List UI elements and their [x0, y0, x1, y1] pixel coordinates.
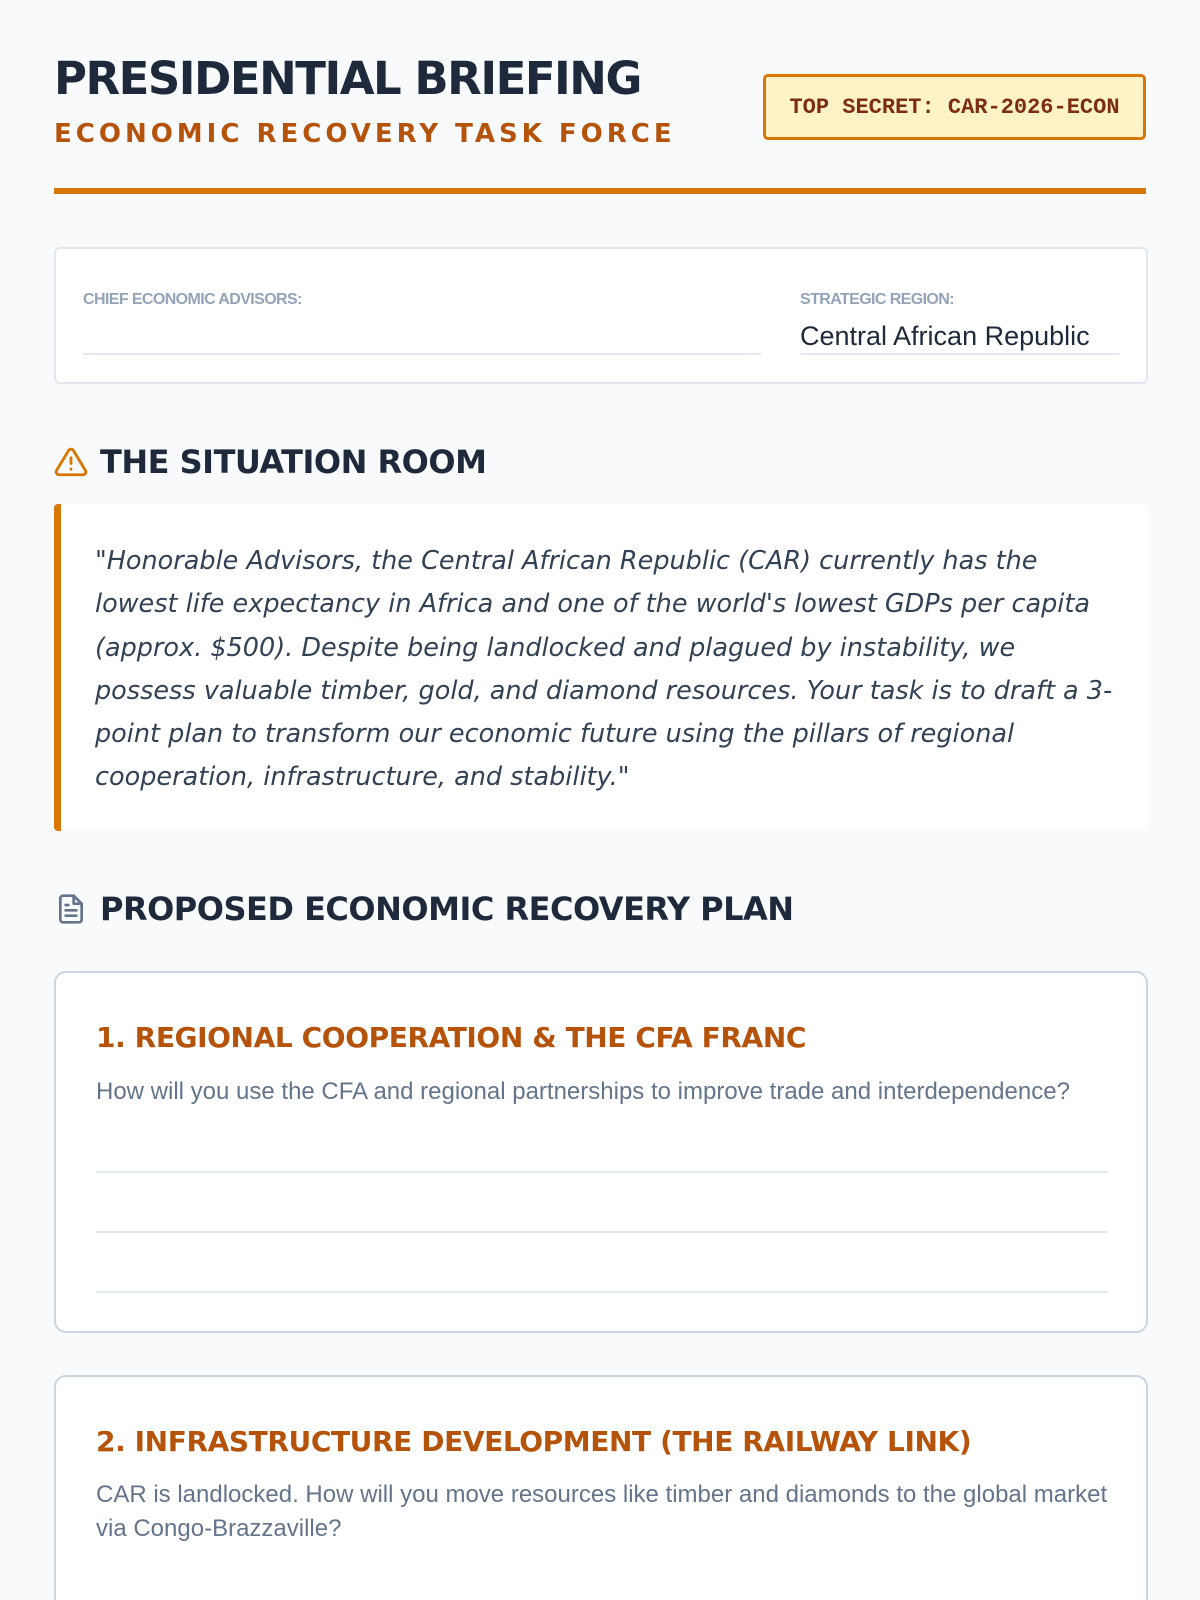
classification-badge: TOP SECRET: CAR-2026-ECON: [763, 74, 1146, 140]
page-title: PRESIDENTIAL BRIEFING: [54, 52, 641, 105]
plan-section-title: 2. INFRASTRUCTURE DEVELOPMENT (THE RAILWAY LINK): [96, 1425, 972, 1458]
plan-section-question: CAR is landlocked. How will you move resources like timber and diamonds to the global market via Congo-Brazzaville?: [96, 1481, 1108, 1542]
plan-section-question: How will you use the CFA and regional partnerships to improve trade and interdependence?: [96, 1078, 1070, 1105]
briefing-info-card: [54, 247, 1148, 384]
region-field[interactable]: Central African Republic: [800, 321, 1090, 351]
answer-line[interactable]: [96, 1231, 1108, 1233]
situation-heading: [54, 443, 486, 481]
page-subtitle: ECONOMIC RECOVERY TASK FORCE: [54, 119, 676, 149]
situation-quote: "Honorable Advisors, the Central African Republic (CAR) currently has the lowest life expectancy in Africa and one of the world's lowest GDPs per capita (approx. $500). Despite being landlocked and plagued by instability, we possess valuable timber, gold, and diamond resources. Your task is to draft a 3-point plan to transform our economic future using the pillars of regional cooperation, infrastructure, and stability.": [95, 546, 1113, 793]
situation-title: THE SITUATION ROOM: [100, 443, 487, 481]
advisors-field-underline: [83, 353, 761, 355]
advisors-label: CHIEF ECONOMIC ADVISORS:: [83, 291, 302, 308]
document-icon: [54, 892, 88, 926]
plan-section-card: [54, 971, 1148, 1333]
situation-quote-card: [54, 504, 1148, 831]
plan-section-card: [54, 1375, 1148, 1600]
answer-line[interactable]: [96, 1171, 1108, 1173]
warning-triangle-icon: [54, 445, 88, 479]
plan-section-title: 1. REGIONAL COOPERATION & THE CFA FRANC: [96, 1021, 807, 1054]
plan-heading: [54, 890, 794, 928]
briefing-header: [54, 0, 1146, 194]
region-label: STRATEGIC REGION:: [800, 291, 954, 308]
plan-title: PROPOSED ECONOMIC RECOVERY PLAN: [100, 890, 794, 928]
region-field-underline: [800, 353, 1120, 355]
answer-line[interactable]: [96, 1291, 1108, 1293]
